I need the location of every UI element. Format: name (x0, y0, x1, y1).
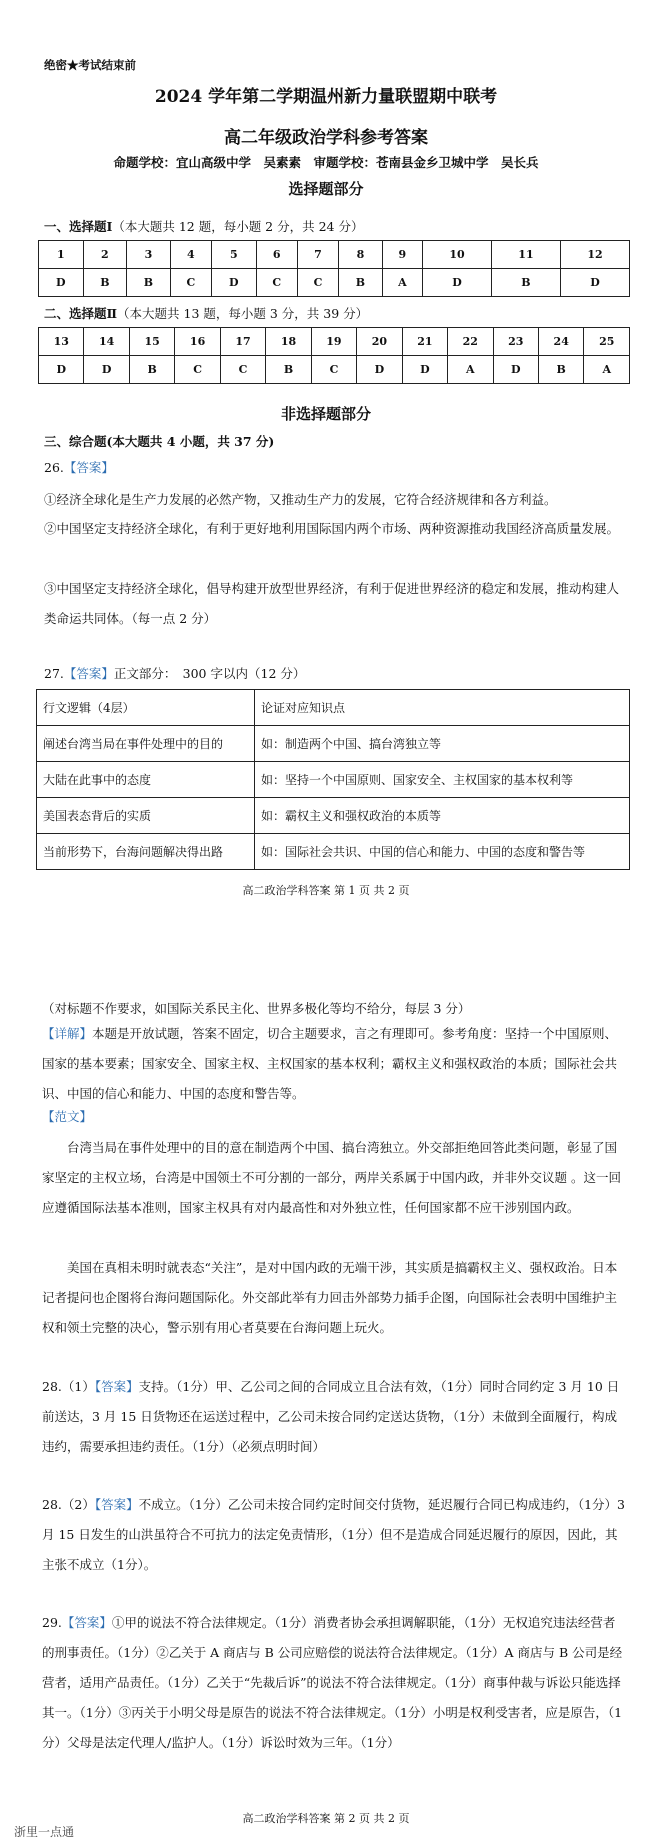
table-cell: 阐述台湾当局在事件处理中的目的 (37, 726, 255, 762)
table-cell: 如：制造两个中国、搞台湾独立等 (255, 726, 630, 762)
table-cell: 美国表态背后的实质 (37, 798, 255, 834)
q26-answer-tag: 【答案】 (63, 460, 114, 475)
q27-label: 27. (44, 666, 64, 681)
answer-cell: C (256, 269, 297, 297)
part2-heading-note: （本大题共 13 题，每小题 3 分，共 39 分） (117, 306, 369, 321)
table-cell: 如：坚持一个中国原则、国家安全、主权国家的基本权利等 (255, 762, 630, 798)
q28-1-label: 28.（1） (42, 1379, 95, 1394)
part1-number-row (39, 241, 630, 269)
question-number-cell: 4 (170, 241, 211, 269)
table-cell: 大陆在此事中的态度 (37, 762, 255, 798)
answer-cell: B (83, 269, 127, 297)
answer-cell: B (129, 356, 174, 384)
answer-cell: D (357, 356, 402, 384)
q28-1-text: 支持。（1分）甲、乙公司之间的合同成立且合法有效，（1分）同时合同约定 3 月 10 日前送达，3 月 15 日货物还在运送过程中，乙公司未按合同约定送达货物，（1分）未做到全面履行，构成违约，需要承担违约责任。（1分）（必须点明时间） (42, 1379, 620, 1454)
answer-cell: D (84, 356, 129, 384)
section-nonchoice-title: 非选择题部分 (280, 405, 371, 423)
essay-paragraph-2: 美国在真相未明时就表态“关注”，是对中国内政的无端干涉，其实质是搞霸权主义、强权政治。日本记者提问也企图将台海问题国际化。外交部此举有力回击外部势力插手企图，向国际社会表明中国维护主权和领土完整的决心，警示别有用心者莫要在台海问题上玩火。 (42, 1260, 618, 1335)
q27-argument-table (36, 689, 630, 870)
part2-answer-table (38, 327, 630, 384)
part1-heading-bold: 一、选择题Ⅰ (44, 219, 113, 234)
q28-2-answer (42, 1490, 626, 1580)
q28-2-label: 28.（2） (42, 1497, 95, 1512)
answer-cell: A (382, 269, 422, 297)
table-cell: 行文逻辑（4层） (37, 690, 255, 726)
question-number-cell: 5 (212, 241, 257, 269)
detail-tag: 【详解】 (42, 1026, 93, 1041)
answer-cell: C (220, 356, 265, 384)
table-row (37, 798, 630, 834)
q29-answer (42, 1608, 626, 1758)
question-number-cell: 19 (311, 328, 356, 356)
answer-cell: D (560, 269, 629, 297)
q28-1-tag: 【答案】 (94, 1379, 139, 1394)
question-number-cell: 15 (129, 328, 174, 356)
question-number-cell: 2 (83, 241, 127, 269)
part1-heading-note: （本大题共 12 题，每小题 2 分，共 24 分） (112, 219, 364, 234)
answer-cell: A (584, 356, 630, 384)
answer-cell: C (175, 356, 220, 384)
q26-label: 26. (44, 460, 64, 475)
q29-text: ①甲的说法不符合法律规定。（1分）消费者协会承担调解职能，（1分）无权追究违法经营者的刑事责任。（1分）②乙关于 A 商店与 B 公司应赔偿的说法符合法律规定。（1分）A 商店与 B 公司是经营者，适用产品责任。（1分）乙关于“先裁后诉”的说法不符合法律规定。（1分）商事仲裁与诉讼只能选择其一。（1分）③丙关于小明父母是原告的说法不符合法律规定。（1分）小明是权利受害者，应是原告，（1分）父母是法定代理人/监护人。（1分）诉讼时效为三年。（1分） (42, 1615, 623, 1750)
essay-tag: 【范文】 (42, 1109, 93, 1124)
part1-answer-row (39, 269, 630, 297)
answer-cell: D (423, 269, 492, 297)
q27-answer-tag: 【答案】 (63, 666, 114, 681)
table-cell: 如：国际社会共识、中国的信心和能力、中国的态度和警告等 (255, 834, 630, 870)
question-number-cell: 24 (538, 328, 583, 356)
detail-text: 本题是开放试题，答案不固定，切合主题要求，言之有理即可。参考角度：坚持一个中国原则、国家的基本要素；国家安全、国家主权、主权国家的基本权利；霸权主义和强权政治的本质；国际社会共识、中国的信心和能力、中国的态度和警告等。 (42, 1026, 618, 1101)
essay-paragraph-1: 台湾当局在事件处理中的目的意在制造两个中国、搞台湾独立。外交部拒绝回答此类问题，彰显了国家坚定的主权立场，台湾是中国领土不可分割的一部分，两岸关系属于中国内政，并非外交议题 。这一回应遵循国际法基本准则，国家主权具有对内最高性和对外独立性，任何国家都不应干涉别国内政。 (42, 1140, 621, 1215)
question-number-cell: 14 (84, 328, 129, 356)
q28-2-text: 不成立。（1分）乙公司未按合同约定时间交付货物，延迟履行合同已构成违约，（1分）3 月 15 日发生的山洪虽符合不可抗力的法定免责情形，（1分）但不是造成合同延迟履行的原因，因此，其主张不成立（1分）。 (42, 1497, 625, 1572)
q28-2-tag: 【答案】 (94, 1497, 139, 1512)
table-cell: 论证对应知识点 (255, 690, 630, 726)
question-number-cell: 10 (423, 241, 492, 269)
question-number-cell: 1 (39, 241, 84, 269)
question-number-cell: 18 (266, 328, 311, 356)
page-1-footer: 高二政治学科答案 第 1 页 共 2 页 (242, 884, 410, 897)
question-number-cell: 8 (339, 241, 383, 269)
answer-cell: D (402, 356, 447, 384)
q29-label: 29. (42, 1615, 62, 1630)
question-number-cell: 25 (584, 328, 630, 356)
document-title: 2024 学年第二学期温州新力量联盟期中联考 (154, 87, 498, 107)
page-2-footer: 高二政治学科答案 第 2 页 共 2 页 (242, 1812, 410, 1825)
answer-cell: B (538, 356, 583, 384)
answer-cell: B (127, 269, 171, 297)
detail-paragraph (42, 1019, 626, 1109)
q26-point-3: ③中国坚定支持经济全球化，倡导构建开放型世界经济，有利于促进世界经济的稳定和发展，推动构建人类命运共同体。（每一点 2 分） (44, 581, 620, 626)
answer-cell: D (212, 269, 257, 297)
answer-cell: B (339, 269, 383, 297)
scoring-note: （对标题不作要求，如国际关系民主化、世界多极化等均不给分，每层 3 分） (42, 1001, 471, 1016)
section-choice-title: 选择题部分 (288, 180, 364, 198)
table-cell: 当前形势下，台海问题解决得出路 (37, 834, 255, 870)
q27-intro: 正文部分： 300 字以内（12 分） (113, 666, 306, 681)
q27-heading (44, 664, 305, 682)
question-number-cell: 7 (297, 241, 338, 269)
part1-answer-table (38, 240, 630, 297)
table-row (37, 834, 630, 870)
document-subtitle: 高二年级政治学科参考答案 (224, 128, 428, 148)
q29-tag: 【答案】 (61, 1615, 112, 1630)
part2-answer-row (39, 356, 630, 384)
answer-cell: B (491, 269, 560, 297)
question-number-cell: 21 (402, 328, 447, 356)
question-number-cell: 23 (493, 328, 538, 356)
question-number-cell: 13 (39, 328, 84, 356)
table-cell: 如：霸权主义和强权政治的本质等 (255, 798, 630, 834)
part2-number-row (39, 328, 630, 356)
part3-heading: 三、综合题(本大题共 4 小题，共 37 分) (44, 434, 275, 449)
answer-cell: D (39, 269, 84, 297)
table-row (37, 726, 630, 762)
answer-cell: C (170, 269, 211, 297)
part1-heading (44, 217, 363, 235)
q26-point-2: ②中国坚定支持经济全球化，有利于更好地利用国际国内两个市场、两种资源推动我国经济高质量发展。 (44, 521, 620, 536)
question-number-cell: 17 (220, 328, 265, 356)
table-row (37, 762, 630, 798)
question-number-cell: 20 (357, 328, 402, 356)
q28-1-answer (42, 1372, 626, 1462)
question-number-cell: 6 (256, 241, 297, 269)
part2-heading-bold: 二、选择题Ⅱ (44, 306, 118, 321)
question-number-cell: 12 (560, 241, 629, 269)
answer-cell: C (311, 356, 356, 384)
secret-label: 绝密★考试结束前 (44, 58, 136, 72)
answer-cell: B (266, 356, 311, 384)
answer-cell: D (493, 356, 538, 384)
q26-heading (44, 458, 114, 476)
table-row (37, 690, 630, 726)
question-number-cell: 16 (175, 328, 220, 356)
question-number-cell: 9 (382, 241, 422, 269)
part2-heading (44, 304, 368, 322)
q26-point-1: ①经济全球化是生产力发展的必然产物，又推动生产力的发展，它符合经济规律和各方利益。 (44, 492, 557, 507)
authors-line: 命题学校：宜山高级中学 吴素素 审题学校：苍南县金乡卫城中学 吴长兵 (113, 155, 539, 170)
answer-cell: A (448, 356, 493, 384)
answer-cell: C (297, 269, 338, 297)
watermark-label: 浙里一点通 (14, 1825, 75, 1839)
answer-cell: D (39, 356, 84, 384)
question-number-cell: 22 (448, 328, 493, 356)
question-number-cell: 11 (491, 241, 560, 269)
question-number-cell: 3 (127, 241, 171, 269)
